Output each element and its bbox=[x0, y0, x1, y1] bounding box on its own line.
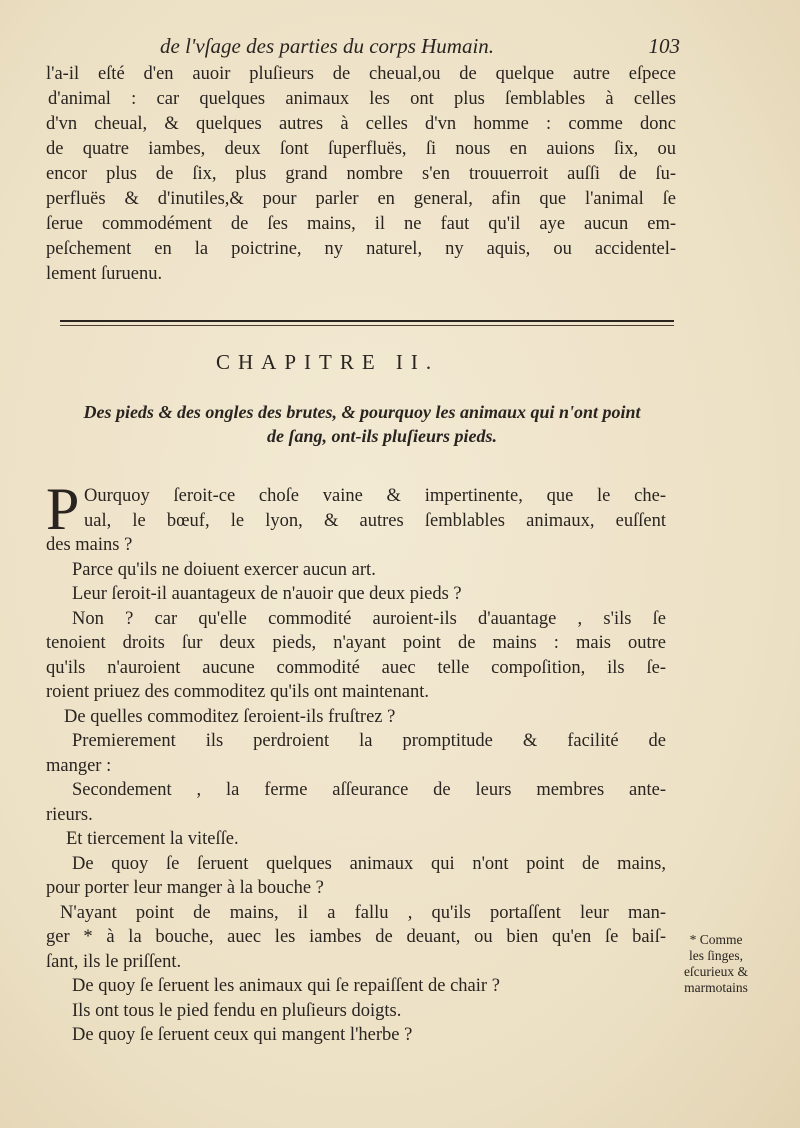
margin-note-line: les ſinges, bbox=[689, 948, 743, 963]
drop-capital: P bbox=[46, 476, 80, 542]
text-line: l'a-il eſté d'en auoir pluſieurs de cheual,ou de quelque autre eſpece bbox=[46, 64, 676, 84]
body-text bbox=[46, 476, 666, 1048]
section-divider-thin bbox=[60, 325, 674, 326]
chapter-subtitle-line-2: de ſang, ont-ils pluſieurs pieds. bbox=[266, 426, 498, 446]
text-line: Premierement ils perdroient la promptitude & facilité de bbox=[72, 731, 666, 751]
page-number: 103 bbox=[648, 34, 680, 58]
margin-note bbox=[666, 932, 766, 996]
running-header bbox=[150, 34, 680, 60]
text-line: Et tiercement la viteſſe. bbox=[66, 829, 239, 849]
text-line: ger * à la bouche, auec les iambes de deuant, ou bien qu'en ſe baiſ- bbox=[46, 927, 666, 947]
chapter-heading: CHAPITRE II. bbox=[216, 350, 440, 374]
text-line: d'vn cheual, & quelques autres à celles d'vn homme : comme donc bbox=[46, 114, 676, 134]
top-paragraph bbox=[46, 62, 676, 287]
text-line: Ils ont tous le pied fendu en pluſieurs doigts. bbox=[72, 1000, 402, 1021]
text-line: ſant, ils le priſſent. bbox=[46, 951, 182, 972]
text-line: peſchement en la poictrine, ny naturel, ny aquis, ou accidentel- bbox=[46, 239, 676, 259]
text-line: Leur ſeroit-il auantageux de n'auoir que deux pieds ? bbox=[72, 584, 462, 604]
running-title: de l'vſage des parties du corps Humain. bbox=[160, 34, 495, 58]
text-line: Secondement , la ferme aſſeurance de leurs membres ante- bbox=[72, 780, 666, 800]
text-line: d'animal : car quelques animaux les ont plus ſemblables à celles bbox=[48, 89, 676, 109]
text-line: lement ſuruenu. bbox=[46, 264, 163, 284]
margin-note-line: marmotains bbox=[684, 980, 748, 995]
text-line: Parce qu'ils ne doiuent exercer aucun art. bbox=[72, 559, 376, 580]
text-line: des mains ? bbox=[46, 535, 133, 555]
chapter-subtitle-line-1: Des pieds & des ongles des brutes, & pourquoy les animaux qui n'ont point bbox=[83, 402, 641, 422]
text-line: rieurs. bbox=[46, 804, 93, 825]
text-line: roient priuez des commoditez qu'ils ont maintenant. bbox=[46, 682, 429, 702]
text-line: pour porter leur manger à la bouche ? bbox=[46, 878, 324, 898]
text-line: de quatre iambes, deux ſont ſuperfluës, ſi nous en auions ſix, ou bbox=[46, 139, 676, 159]
text-line: qu'ils n'auroient aucune commodité auec telle compoſition, ils ſe- bbox=[46, 657, 666, 678]
text-line: N'ayant point de mains, il a fallu , qu'ils portaſſent leur man- bbox=[60, 902, 666, 923]
text-line: manger : bbox=[46, 755, 112, 776]
text-line: perfluës & d'inutiles,& pour parler en general, afin que l'animal ſe bbox=[46, 189, 676, 209]
text-line: De quelles commoditez ſeroient-ils fruſtrez ? bbox=[64, 706, 396, 727]
text-line: Ourquoy ſeroit-ce choſe vaine & impertinente, que le che- bbox=[84, 486, 666, 506]
margin-note-line: eſcurieux & bbox=[683, 964, 749, 979]
text-line: encor plus de ſix, plus grand nombre s'en trouuerroit auſſi de ſu- bbox=[46, 164, 676, 184]
text-line: tenoient droits ſur deux pieds, n'ayant point de mains : mais outre bbox=[46, 633, 666, 653]
margin-note-line: * Comme bbox=[689, 932, 743, 947]
section-divider bbox=[60, 320, 674, 322]
text-line: ual, le bœuf, le lyon, & autres ſemblables animaux, euſſent bbox=[84, 510, 666, 531]
text-line: Non ? car qu'elle commodité auroient-ils d'auantage , s'ils ſe bbox=[72, 608, 666, 629]
text-line: De quoy ſe ſeruent les animaux qui ſe repaiſſent de chair ? bbox=[72, 976, 500, 996]
text-line: De quoy ſe ſeruent ceux qui mangent l'herbe ? bbox=[72, 1025, 413, 1045]
text-line: De quoy ſe ſeruent quelques animaux qui n'ont point de mains, bbox=[72, 853, 666, 874]
text-line: ſerue commodément de ſes mains, il ne faut qu'il aye aucun em- bbox=[46, 214, 676, 234]
